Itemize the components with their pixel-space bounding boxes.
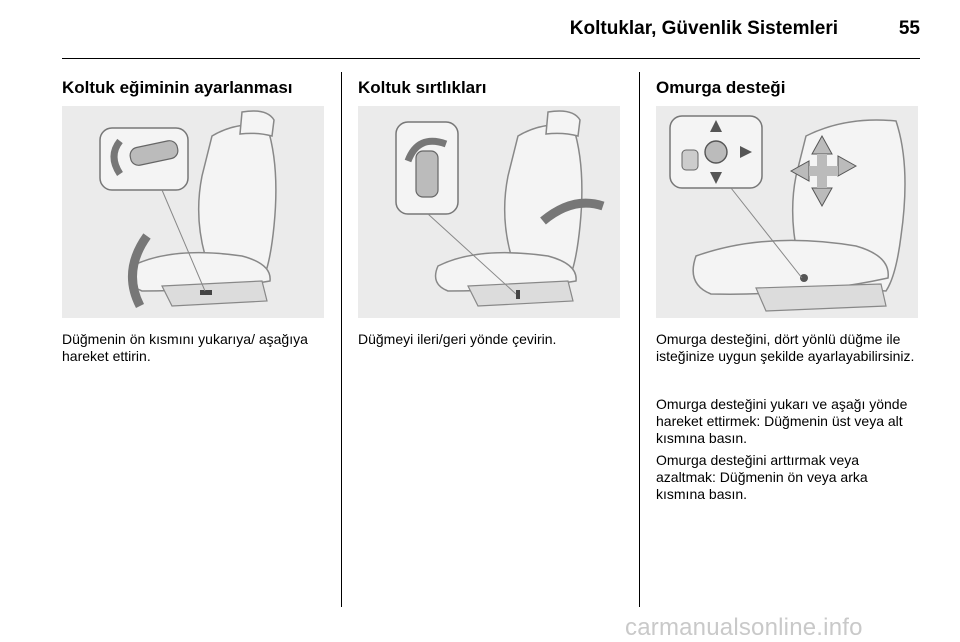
column-divider-2 (639, 72, 640, 607)
header-rule (62, 58, 920, 59)
section-heading: Koltuk eğiminin ayarlanması (62, 78, 293, 97)
lumbar-support-illustration (656, 106, 918, 318)
paragraph: Düğmeyi ileri/geri yönde çevirin. (358, 331, 557, 347)
page-number: 55 (898, 18, 920, 39)
section-heading: Omurga desteği (656, 78, 786, 97)
section-lumbar-support (656, 78, 918, 98)
paragraph: Omurga desteğini yukarı ve aşağı yönde hareket ettirmek: Düğmenin üst veya alt kısmına basın. (656, 396, 908, 446)
column-divider-1 (341, 72, 342, 607)
seat-tilt-illustration (62, 106, 324, 318)
paragraph: Omurga desteğini arttırmak veya azaltmak: Düğmenin ön veya arka kısmına basın. (656, 452, 868, 502)
section-seat-tilt (62, 78, 324, 98)
backrest-illustration (358, 106, 620, 318)
header-title: Koltuklar, Güvenlik Sistemleri (569, 18, 838, 39)
section-heading: Koltuk sırtlıkları (358, 78, 487, 97)
paragraph: Düğmenin ön kısmını yukarıya/ aşağıya hareket ettirin. (62, 331, 308, 364)
section-seat-backrest (358, 78, 620, 98)
watermark: carmanualsonline.info (625, 614, 863, 641)
paragraph: Omurga desteğini, dört yönlü düğme ile isteğinize uygun şekilde ayarlayabilirsiniz. (656, 331, 915, 364)
